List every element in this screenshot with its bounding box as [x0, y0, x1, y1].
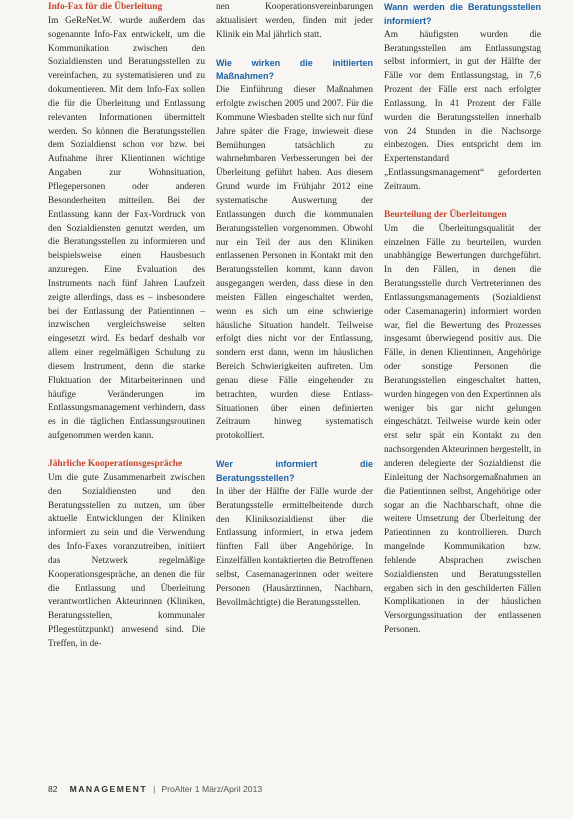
body-paragraph: Am häufigsten wurden die Beratungsstellen am Entlassungstag selbst informiert, in gut der Hälfte der Fälle vor dem Entlassungstag, in 7,6 Prozent der Fälle erst nach erfolgter Entlassung. In 41 Prozent der Fälle wurden die Beratungsstellen innerhalb von 24 Stunden in die Nachsorge einbezogen. Dies entspricht dem im Expertenstandard „Entlassungsmanagement“ geforderten Zeitraum. — [384, 29, 541, 192]
paragraph-gap — [384, 195, 541, 209]
publication-info: ProAlter 1 März/April 2013 — [161, 784, 263, 794]
page-footer — [48, 784, 548, 794]
body-paragraph: Um die Überleitungsqualität der einzelnen Fälle zu beurteilen, wurden unabhängige Bewertungen durchgeführt. In den Fällen, in denen die Beratungsstelle durch Vertreterinnen des Entlassungsmanagements (Sozialdienst oder Casemanagerin) informiert worden war, fiel die Bewertung des Prozesses insgesamt überwiegend positiv aus. Die Fälle, in denen Klientinnen, Angehörige oder sonstige Personen die Beratungsstellen eingeschaltet hatten, wurden hingegen von den Expertinnen als weniger bis gar nicht gelungen eingeschätzt. Teilweise wurde kein oder erst sehr spät ein Kontakt zu den nachsorgenden Akteurinnen hergestellt, in anderen delegierte der Sozialdienst die Einleitung der Nachsorgemaßnahmen an die Patientinnen selbst, Angehörige oder sogar an die Nachbarschaft, ohne die weitere Umsetzung der Überleitung der Patientinnen zu kontrollieren. Durch mangelnde Kommunikation bzw. fehlende Absprachen zwischen Sozialdiensten und Beratungsstellen ergaben sich in den geschilderten Fällen Komplikationen in der häuslichen Versorgungssituation der entlassenen Personen. — [384, 223, 541, 636]
footer-separator: | — [153, 784, 156, 794]
body-paragraph: Um die gute Zusammenarbeit zwischen den Sozialdiensten und den Beratungsstellen zu nutzen, um über aktuelle Entwicklungen der Kliniken informiert zu sein und die Verwendung des Info-Faxes voranzutreiben, initiiert das Netzwerk regelmäßige Kooperationsgespräche, an denen die für die Entlassung und Überleitung verantwortlichen Akteurinnen (Kliniken, Beratungsstellen, kommunaler Pflegestützpunkt) anwesend sind. Die Treffen, in de- — [48, 472, 205, 649]
paragraph-gap — [216, 43, 373, 57]
section-heading: Beurteilung der Überleitungen — [384, 209, 507, 220]
paragraph-gap — [48, 444, 205, 458]
text-column-1 — [48, 1, 205, 652]
body-paragraph: Die Einführung dieser Maßnahmen erfolgte zwischen 2005 und 2007. Für die Kommune Wiesbaden stellte sich nur fünf Jahre später die Frage, inwieweit diese Bemühungen tatsächlich zu wahrnehmbaren Verbesserungen bei der Überleitung geführt haben. Aus diesem Grund wurde im Frühjahr 2012 eine systematische Auswertung der Entlassungen durch die kommunalen Beratungsstellen vorgenommen. Obwohl nur ein Teil der aus den Kliniken entlassenen Personen in Kontakt mit den Beratungsstellen kommt, kann davon ausgegangen werden, dass diese in den meisten Fällen eingeschaltet werden, wenn es sich um eine schwierige häusliche Situation handelt. Teilweise erfolgt dies nicht vor der Entlassung, sondern erst dann, wenn im häuslichen Bereich Schwierigkeiten auftreten. Um genau diese Fälle eingehender zu betrachten, wurden diese Entlass-Situationen über einen definierten Zeitraum hinweg systematisch protokolliert. — [216, 85, 373, 442]
body-paragraph: Im GeReNet.W. wurde außerdem das sogenannte Info-Fax entwickelt, um die Kommunikation zwischen den Sozialdiensten und Beratungsstellen zu vereinfachen, zu systematisieren und zu dokumentieren. Mit dem Info-Fax sollen die für die Überleitung und Entlassung relevanten Informationen übermittelt werden. So können die Beratungsstellen dem Sozialdienst schon vor bzw. bei Aufnahme ihrer Klientinnen wichtige Angaben zur Wohnsituation, Pflegepersonen oder anderen Besonderheiten mitteilen. Bei der Entlassung kann der Fax-Vordruck von den Sozialdiensten genutzt werden, um die Beratungsstellen zu informieren und beispielsweise einen Hausbesuch anzuregen. Eine Evaluation des Instruments nach fünf Jahren Laufzeit zeigte allerdings, dass es – insbesondere bei der Entlassung der Patientinnen – inzwischen vergleichsweise selten eingesetzt wird. Es bedarf deshalb vor allem einer regelmäßigen Schulung zu diesem Instrument, denn die starke Fluktuation der Mitarbeiterinnen und häufige Veränderungen im Entlassungsmanagement verhindern, dass es in die täglichen Entlassungsroutinen aufgenommen werden kann. — [48, 15, 205, 442]
body-paragraph: In über der Hälfte der Fälle wurde der Beratungsstelle ermittelbeitende durch den Kliniksozialdienst über die Entlassung informiert, in etwa jedem fünften Fall über Angehörige. In Einzelfällen kontaktierten die Betroffenen selbst, Casemanagerinnen oder weitere Personen (Hausärztinnen, Nachbarn, Bevollmächtigte) die Beratungsstellen. — [216, 486, 373, 608]
section-heading: Jährliche Kooperationsgespräche — [48, 459, 183, 469]
text-column-3 — [384, 1, 541, 638]
section-heading: Wie wirken die initiierten Maßnahmen? — [216, 57, 373, 82]
page-number: 82 — [48, 784, 58, 794]
section-label: MANAGEMENT — [69, 784, 148, 794]
section-heading: Wann werden die Beratungsstellen informiert? — [384, 2, 541, 26]
section-heading: Wer informiert die Beratungsstellen? — [216, 459, 373, 483]
body-paragraph: nen Kooperationsvereinbarungen aktualisiert werden, finden mit jeder Klinik ein Mal jährlich statt. — [216, 2, 373, 40]
section-heading: Info-Fax für die Überleitung — [48, 2, 163, 12]
text-column-2 — [216, 1, 373, 610]
paragraph-gap — [216, 444, 373, 458]
